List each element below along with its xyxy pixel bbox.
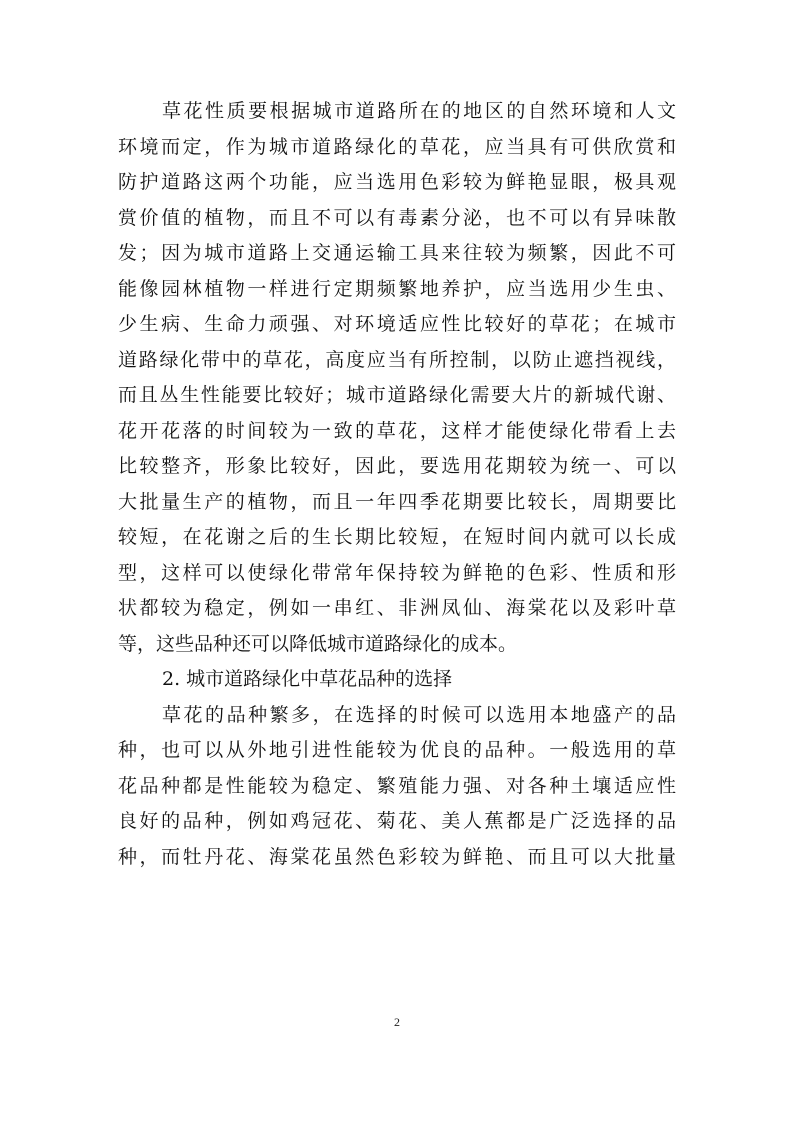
text-line: 种，也可以从外地引进性能较为优良的品种。一般选用的草 [118,739,676,761]
page-number: 2 [394,1015,400,1029]
text-line: 状都较为稳定，例如一串红、非洲凤仙、海棠花以及彩叶草 [118,597,676,619]
text-line: 比较整齐，形象比较好，因此，要选用花期较为统一、可以 [118,455,676,477]
paragraph-2 [118,698,676,876]
text-line: 草花性质要根据城市道路所在的地区的自然环境和人文 [162,100,676,122]
paragraph-1 [118,94,676,662]
body-text [118,94,676,875]
text-line: 赏价值的植物，而且不可以有毒素分泌，也不可以有异味散 [118,206,676,229]
text-line: 草花的品种繁多，在选择的时候可以选用本地盛产的品 [162,703,676,726]
text-line: 型，这样可以使绿化带常年保持较为鲜艳的色彩、性质和形 [118,561,676,584]
text-line: 少生病、生命力顽强、对环境适应性比较好的草花；在城市 [118,313,676,335]
text-line: 而且丛生性能要比较好；城市道路绿化需要大片的新城代谢、 [118,384,676,406]
section-heading: 2. 城市道路绿化中草花品种的选择 [162,668,453,690]
text-line: 种，而牡丹花、海棠花虽然色彩较为鲜艳、而且可以大批量 [118,845,676,868]
text-line: 良好的品种，例如鸡冠花、菊花、美人蕉都是广泛选择的品 [118,810,676,832]
text-line: 道路绿化带中的草花，高度应当有所控制，以防止遮挡视线， [118,348,676,371]
text-line: 能像园林植物一样进行定期频繁地养护，应当选用少生虫、 [118,277,676,300]
text-line: 花品种都是性能较为稳定、繁殖能力强、对各种土壤适应性 [118,774,676,797]
text-line: 等，这些品种还可以降低城市道路绿化的成本。 [118,632,518,655]
text-line: 较短，在花谢之后的生长期比较短，在短时间内就可以长成 [118,526,676,548]
text-line: 防护道路这两个功能，应当选用色彩较为鲜艳显眼，极具观 [118,171,676,193]
text-line: 花开花落的时间较为一致的草花，这样才能使绿化带看上去 [118,419,676,442]
text-line: 大批量生产的植物，而且一年四季花期要比较长，周期要比 [118,490,676,513]
text-line: 环境而定，作为城市道路绿化的草花，应当具有可供欣赏和 [118,135,676,158]
text-line: 发；因为城市道路上交通运输工具来往较为频繁，因此不可 [118,242,676,264]
